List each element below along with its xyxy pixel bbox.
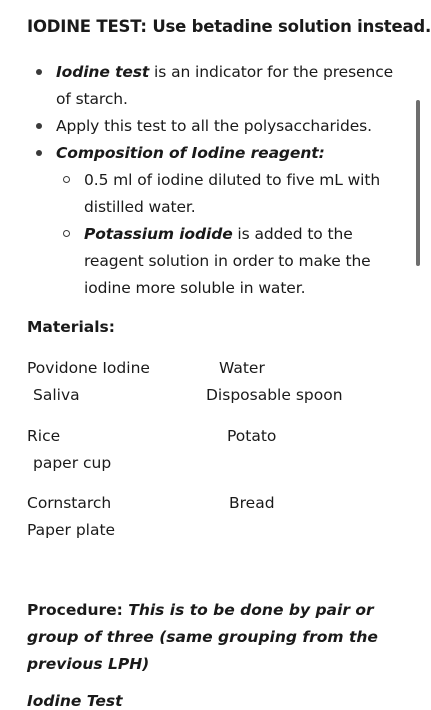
materials-heading: Materials:	[27, 318, 115, 336]
material-item: Bread	[229, 494, 275, 512]
procedure-label: Procedure:	[27, 601, 123, 619]
procedure-line-1	[27, 597, 374, 624]
bullet-dot	[36, 123, 42, 129]
bullet-1-line-1	[56, 62, 393, 82]
sub-bullet-2-text: is added to the	[232, 225, 353, 243]
material-item: Disposable spoon	[206, 386, 343, 404]
procedure-line-3: previous LPH)	[27, 655, 150, 673]
cut-off-text: Iodine Test	[27, 692, 123, 710]
material-item: paper cup	[33, 454, 112, 472]
bullet-1-line-2: of starch.	[56, 90, 128, 108]
material-item: Paper plate	[27, 521, 116, 539]
sub-bullet-2-line-3: iodine more soluble in water.	[84, 279, 306, 297]
procedure-text: This is to be done by pair or	[122, 601, 374, 619]
sub-bullet-2-line-1	[84, 224, 353, 244]
composition-heading: Composition of Iodine reagent:	[56, 144, 325, 162]
sub-bullet-2-line-2: reagent solution in order to make the	[84, 252, 371, 270]
material-item: Povidone Iodine	[27, 359, 150, 377]
sub-bullet-1-line-2: distilled water.	[84, 198, 196, 216]
sub-bullet-1-line-1: 0.5 ml of iodine diluted to five mL with	[84, 171, 381, 189]
material-item: Saliva	[33, 386, 80, 404]
scrollbar-thumb[interactable]	[416, 100, 420, 266]
sub-bullet-circle	[63, 176, 70, 183]
material-item: Rice	[27, 427, 61, 445]
sub-bullet-circle	[63, 230, 70, 237]
bullet-2-text: Apply this test to all the polysaccharides.	[56, 117, 372, 135]
procedure-line-2: group of three (same grouping from the	[27, 628, 378, 646]
bullet-dot	[36, 69, 42, 75]
page-title: IODINE TEST: Use betadine solution instead.	[27, 17, 431, 36]
iodine-test-term: Iodine test	[56, 63, 150, 81]
bullet-1-text: is an indicator for the presence	[149, 63, 394, 81]
cut-off-line	[27, 692, 123, 710]
potassium-iodide-term: Potassium iodide	[84, 225, 233, 243]
material-item: Potato	[227, 427, 277, 445]
material-item: Cornstarch	[27, 494, 112, 512]
material-item: Water	[219, 359, 265, 377]
bullet-dot	[36, 150, 42, 156]
